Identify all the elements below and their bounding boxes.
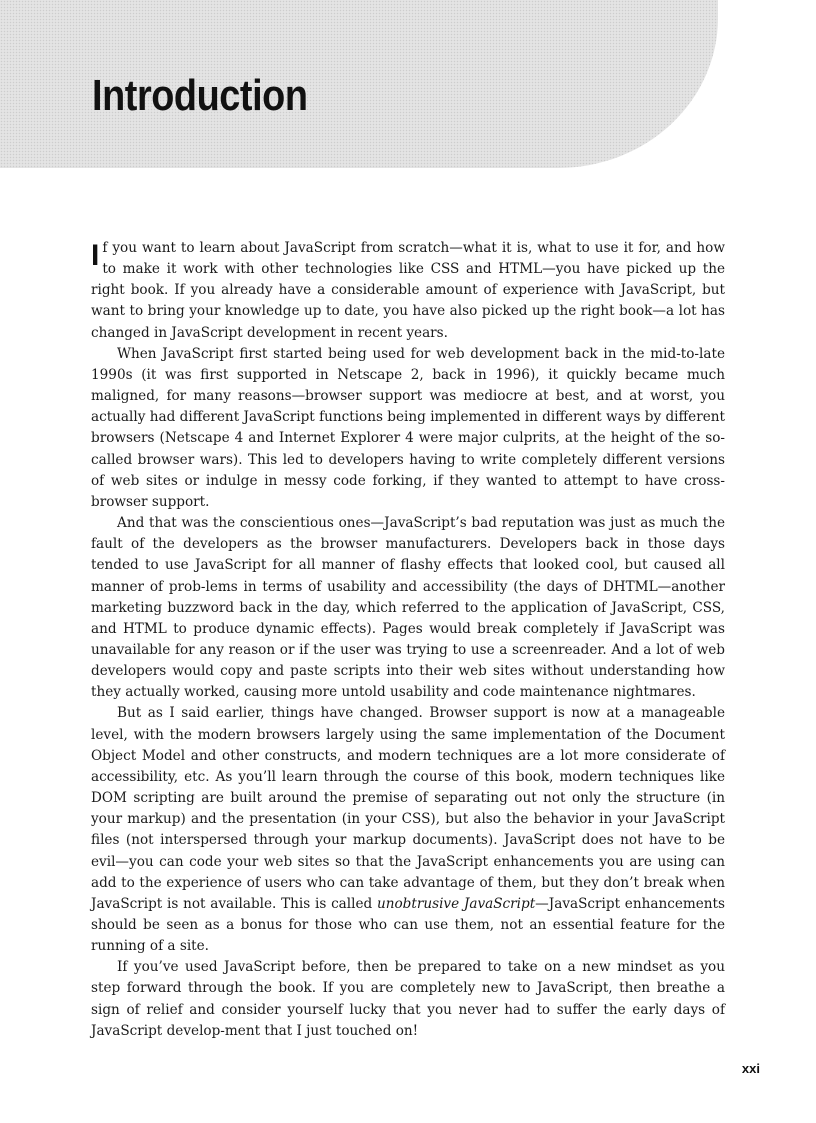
paragraph-5: If you’ve used JavaScript before, then be prepared to take on a new mindset as you step forward through the book. If you are completely new to JavaScript, then breathe a sign of relief and consider yourself lucky that you never had to suffer the early days of JavaScript develop-ment that I just touched on! [91, 959, 725, 1039]
paragraph-4 [91, 703, 725, 957]
paragraph-4-text-after: —JavaScript enhancements should be seen as a bonus for those who can use them, not an essential feature for the running of a site. [91, 895, 725, 955]
paragraph-1-text: f you want to learn about JavaScript from scratch—what it is, what to use it for, and how to make it work with other technologies like CSS and HTML—you have picked up the right book. If you already have a considerable amount of experience with JavaScript, but want to bring your knowledge up to date, you have also picked up the right book—a lot has changed in JavaScript development in recent years. [91, 240, 725, 341]
chapter-title: Introduction [92, 71, 308, 120]
emphasis-term: unobtrusive JavaScript [376, 895, 536, 912]
paragraph-3: And that was the conscientious ones—JavaScript’s bad reputation was just as much the fault of the developers as the browser manufacturers. Developers back in those days tended to use JavaScript for all manner of flashy effects that looked cool, but caused all manner of prob-lems in terms of usability and accessibility (the days of DHTML—another marketing buzzword back in the day, which referred to the application of JavaScript, CSS, and HTML to produce dynamic effects). Pages would break completely if JavaScript was unavailable for any reason or if the user was trying to use a screenreader. And a lot of web developers would copy and paste scripts into their web sites without understanding how they actually worked, causing more untold usability and code maintenance nightmares. [91, 515, 725, 701]
paragraph-2: When JavaScript first started being used for web development back in the mid-to-late 1990s (it was first supported in Netscape 2, back in 1996), it quickly became much maligned, for many reasons—browser support was mediocre at best, and at worst, you actually had different JavaScript functions being implemented in different ways by different browsers (Netscape 4 and Internet Explorer 4 were major culprits, at the height of the so-called browser wars). This led to developers having to write completely different versions of web sites or indulge in messy code forking, if they wanted to attempt to have cross-browser support. [91, 345, 725, 510]
paragraph-4-text-before: But as I said earlier, things have changed. Browser support is now at a manageable level, with the modern browsers largely using the same implementation of the Document Object Model and other constructs, and modern techniques are a lot more considerate of accessibility, etc. As you’ll learn through the course of this book, modern techniques like DOM scripting are built around the premise of separating out not only the structure (in your markup) and the presentation (in your CSS), but also the behavior in your JavaScript files (not interspersed through your markup documents). JavaScript does not have to be evil—you can code your web sites so that the JavaScript enhancements you are using can add to the experience of users who can take advantage of them, but they don’t break when JavaScript is not available. This is called [91, 705, 725, 912]
paragraph-1 [91, 238, 725, 344]
drop-cap: I [91, 239, 100, 272]
page-number: xxi [741, 1061, 760, 1076]
body-text [91, 238, 725, 1042]
